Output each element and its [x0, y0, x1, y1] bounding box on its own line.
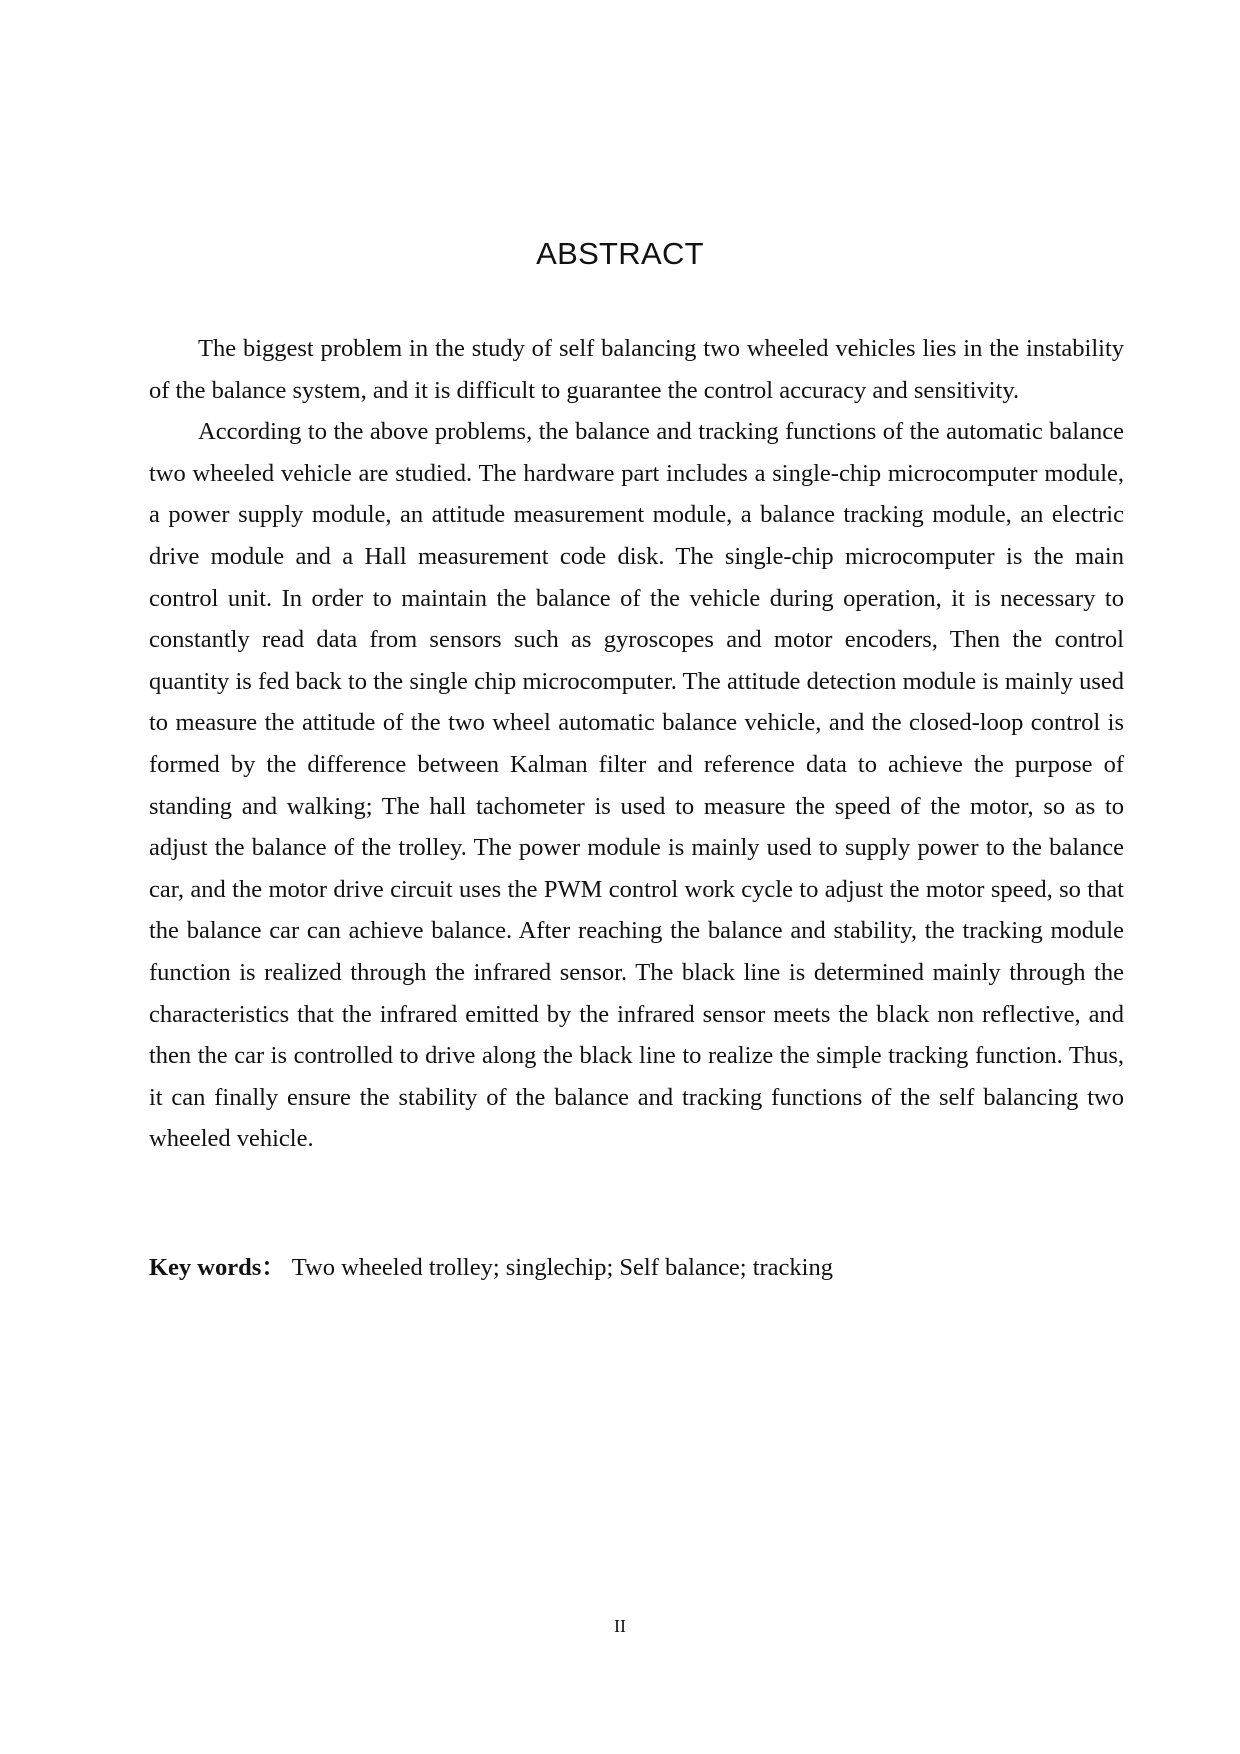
- keywords-text: Two wheeled trolley; singlechip; Self balance; tracking: [291, 1254, 833, 1281]
- abstract-paragraph-2: According to the above problems, the balance and tracking functions of the automatic balance two wheeled vehicle are studied. The hardware part includes a single-chip microcomputer module, a power supply module, an attitude measurement module, a balance tracking module, an electric drive module and a Hall measurement code disk. The single-chip microcomputer is the main control unit. In order to maintain the balance of the vehicle during operation, it is necessary to constantly read data from sensors such as gyroscopes and motor encoders, Then the control quantity is fed back to the single chip microcomputer. The attitude detection module is mainly used to measure the attitude of the two wheel automatic balance vehicle, and the closed-loop control is formed by the difference between Kalman filter and reference data to achieve the purpose of standing and walking; The hall tachometer is used to measure the speed of the motor, so as to adjust the balance of the trolley. The power module is mainly used to supply power to the balance car, and the motor drive circuit uses the PWM control work cycle to adjust the motor speed, so that the balance car can achieve balance. After reaching the balance and stability, the tracking module function is realized through the infrared sensor. The black line is determined mainly through the characteristics that the infrared emitted by the infrared sensor meets the black non reflective, and then the car is controlled to drive along the black line to realize the simple tracking function. Thus, it can finally ensure the stability of the balance and tracking functions of the self balancing two wheeled vehicle.: [149, 418, 1124, 1153]
- page-number: II: [614, 1616, 626, 1636]
- keywords-label: Key words: [149, 1254, 262, 1281]
- keywords-line: [149, 1247, 1124, 1289]
- abstract-body: [149, 328, 1124, 1160]
- abstract-paragraph-1: The biggest problem in the study of self balancing two wheeled vehicles lies in the instability of the balance system, and it is difficult to guarantee the control accuracy and sensitivity.: [149, 335, 1124, 404]
- keywords-separator: ：: [261, 1254, 286, 1281]
- abstract-heading: ABSTRACT: [536, 236, 704, 271]
